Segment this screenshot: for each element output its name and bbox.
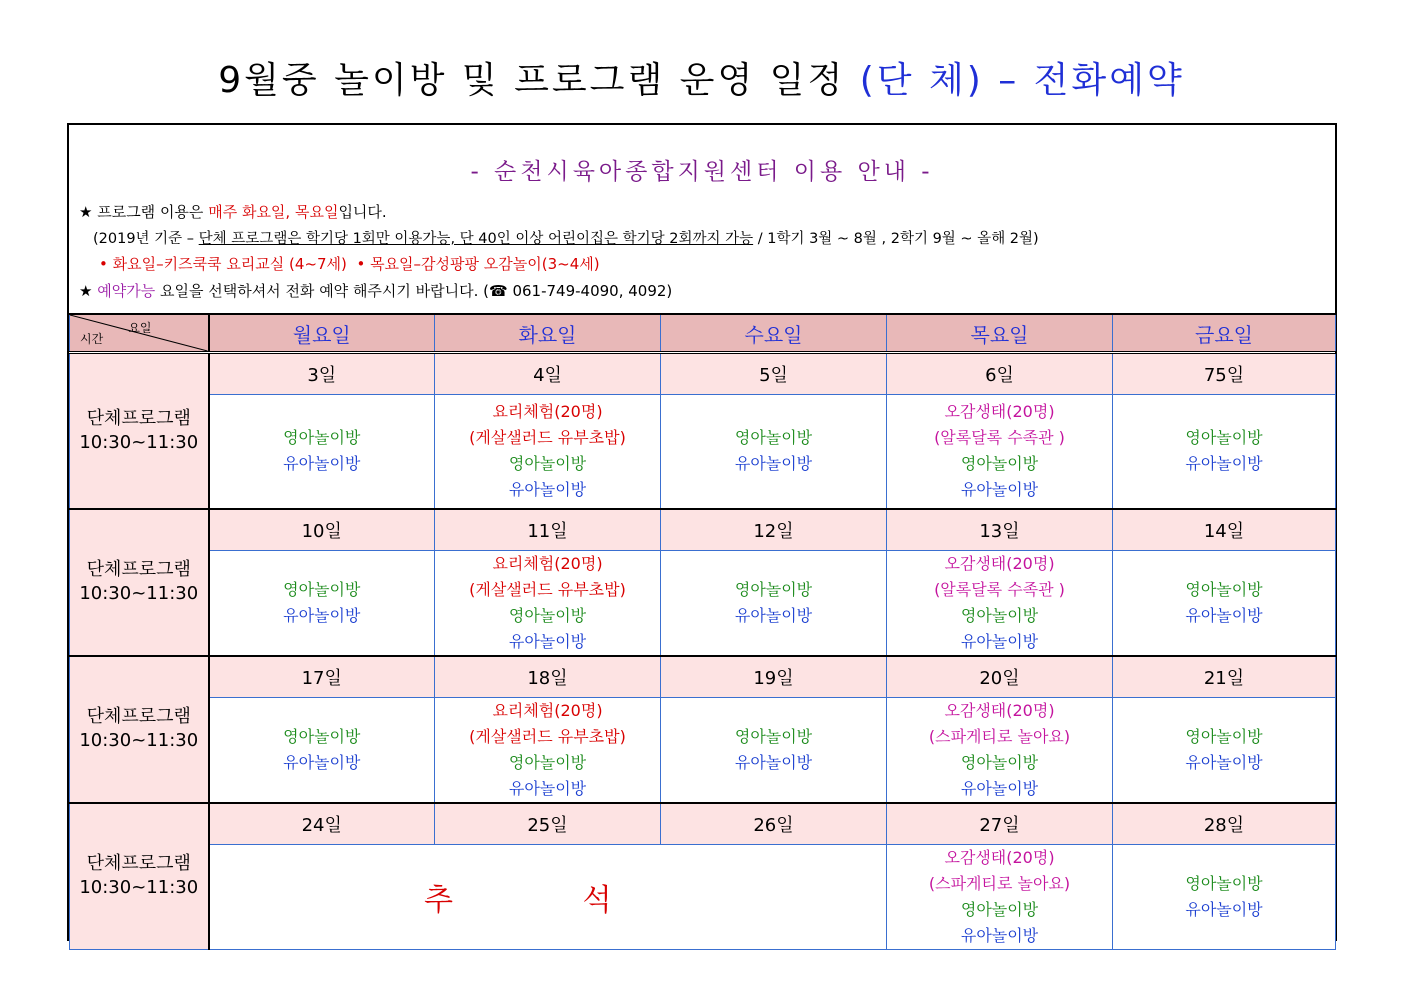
date-cell: 12일 <box>661 509 887 551</box>
holiday-cell <box>209 844 887 949</box>
program-cell[interactable] <box>209 395 435 509</box>
program-entry: (게살샐러드 유부초밥) <box>469 726 626 746</box>
program-cell[interactable] <box>1113 550 1336 656</box>
program-entry: 영아놀이방 <box>734 579 813 599</box>
info-line2-suffix: / 1학기 3월 ~ 8월 , 2학기 9월 ~ 올해 2월) <box>757 231 1039 247</box>
date-row <box>70 353 1336 395</box>
program-row <box>70 697 1336 803</box>
program-entry: 유아놀이방 <box>960 925 1039 945</box>
program-label: 단체프로그램 <box>86 559 191 580</box>
program-entry: 영아놀이방 <box>960 752 1039 772</box>
program-entry: 오감생태(20명) <box>944 847 1055 867</box>
program-cell[interactable] <box>435 550 661 656</box>
program-time: 10:30~11:30 <box>79 730 199 751</box>
date-cell: 14일 <box>1113 509 1336 551</box>
time-slot-label <box>70 656 209 803</box>
date-cell: 24일 <box>209 803 435 845</box>
program-entry: 유아놀이방 <box>734 752 813 772</box>
program-entry: 유아놀이방 <box>1185 752 1263 772</box>
program-entry: 유아놀이방 <box>1185 899 1263 919</box>
date-cell: 5일 <box>661 353 887 395</box>
program-cell[interactable] <box>887 395 1113 509</box>
program-entry: 영아놀이방 <box>734 428 813 448</box>
corner-cell <box>70 314 209 353</box>
program-entry: 영아놀이방 <box>283 428 361 448</box>
program-entry: 오감생태(20명) <box>944 553 1055 573</box>
info-line-reservation <box>79 280 672 301</box>
program-cell[interactable] <box>1113 844 1336 949</box>
program-entry: 유아놀이방 <box>283 454 361 474</box>
header-row <box>70 314 1336 353</box>
program-entry: 유아놀이방 <box>283 752 361 772</box>
program-cell[interactable] <box>1113 697 1336 803</box>
program-time: 10:30~11:30 <box>79 431 199 453</box>
program-cell[interactable] <box>661 697 887 803</box>
program-entry: 유아놀이방 <box>960 480 1039 500</box>
program-row <box>70 395 1336 509</box>
info-subtitle: - 순천시육아종합지원센터 이용 안내 - <box>470 159 934 185</box>
schedule-frame <box>67 123 1337 945</box>
info-thursday-program: • 목요일–감성팡팡 오감놀이(3~4세) <box>356 255 600 273</box>
program-entry: (알록달록 수족관 ) <box>934 428 1065 448</box>
program-label: 단체프로그램 <box>86 853 191 874</box>
program-entry: 유아놀이방 <box>734 605 813 625</box>
day-header: 수요일 <box>661 314 887 353</box>
program-entry: 영아놀이방 <box>508 605 587 625</box>
program-entry: 오감생태(20명) <box>944 700 1055 720</box>
program-entry: 영아놀이방 <box>1185 428 1263 448</box>
program-cell[interactable] <box>661 550 887 656</box>
program-entry: 요리체험(20명) <box>492 700 603 720</box>
program-entry: (스파게티로 놀아요) <box>928 726 1071 746</box>
schedule-table <box>69 313 1336 950</box>
program-label: 단체프로그램 <box>86 407 191 429</box>
date-cell: 4일 <box>435 353 661 395</box>
program-entry: (게살샐러드 유부초밥) <box>469 579 626 599</box>
date-cell: 26일 <box>661 803 887 845</box>
program-entry: (게살샐러드 유부초밥) <box>469 428 626 448</box>
program-label: 단체프로그램 <box>86 706 191 727</box>
info-line-criteria <box>93 227 1039 248</box>
info-line4-suffix: 요일을 선택하셔서 전화 예약 해주시기 바랍니다. (☎ 061-749-4090, 4092) <box>159 282 673 300</box>
date-cell: 28일 <box>1113 803 1336 845</box>
date-cell: 13일 <box>887 509 1113 551</box>
program-entry: (스파게티로 놀아요) <box>928 873 1071 893</box>
program-entry: 유아놀이방 <box>1185 454 1263 474</box>
info-line1-prefix: ★ 프로그램 이용은 <box>79 203 204 221</box>
program-cell[interactable] <box>887 844 1113 949</box>
date-row <box>70 656 1336 698</box>
info-line4-highlight: 예약가능 <box>97 282 156 300</box>
time-slot-label <box>70 803 209 950</box>
date-cell: 25일 <box>435 803 661 845</box>
program-cell[interactable] <box>435 395 661 509</box>
info-tuesday-program: • 화요일–키즈쿡쿡 요리교실 (4~7세) <box>99 255 347 273</box>
date-cell: 10일 <box>209 509 435 551</box>
date-cell: 21일 <box>1113 656 1336 698</box>
program-entry: 영아놀이방 <box>960 899 1039 919</box>
program-entry: 유아놀이방 <box>508 778 587 798</box>
info-line2-underlined: 단체 프로그램은 학기당 1회만 이용가능, 단 40인 이상 어린이집은 학기당 2회까지 가능 <box>198 231 754 247</box>
program-entry: 유아놀이방 <box>734 454 813 474</box>
program-entry: 유아놀이방 <box>1185 605 1263 625</box>
date-row <box>70 509 1336 551</box>
time-slot-label <box>70 353 209 509</box>
date-cell: 3일 <box>209 353 435 395</box>
date-cell: 6일 <box>887 353 1113 395</box>
corner-day-label: 요일 <box>128 321 152 335</box>
program-row <box>70 844 1336 949</box>
program-entry: 요리체험(20명) <box>492 402 603 422</box>
program-time: 10:30~11:30 <box>79 583 199 604</box>
title-main: 9월중 놀이방 및 프로그램 운영 일정 <box>218 60 846 101</box>
program-entry: 유아놀이방 <box>960 778 1039 798</box>
time-slot-label <box>70 509 209 656</box>
program-cell[interactable] <box>661 395 887 509</box>
date-row <box>70 803 1336 845</box>
program-entry: 영아놀이방 <box>283 726 361 746</box>
program-entry: 요리체험(20명) <box>492 553 603 573</box>
info-line-programs <box>99 253 600 274</box>
program-entry: 유아놀이방 <box>960 631 1039 651</box>
page-title <box>0 52 1403 103</box>
program-entry: 영아놀이방 <box>960 454 1039 474</box>
date-cell: 20일 <box>887 656 1113 698</box>
program-entry: 영아놀이방 <box>734 726 813 746</box>
program-cell[interactable] <box>887 550 1113 656</box>
date-cell: 11일 <box>435 509 661 551</box>
program-entry: 유아놀이방 <box>508 631 587 651</box>
program-entry: 영아놀이방 <box>508 454 587 474</box>
day-header: 목요일 <box>887 314 1113 353</box>
info-line2-prefix: (2019년 기준 – <box>93 231 195 247</box>
date-cell: 19일 <box>661 656 887 698</box>
info-line1-highlight: 매주 화요일, 목요일 <box>208 203 339 221</box>
info-line1-suffix: 입니다. <box>338 203 387 221</box>
program-entry: 영아놀이방 <box>1185 726 1263 746</box>
program-cell[interactable] <box>887 697 1113 803</box>
program-row <box>70 550 1336 656</box>
program-time: 10:30~11:30 <box>79 877 199 898</box>
day-header: 월요일 <box>209 314 435 353</box>
program-entry: 영아놀이방 <box>960 605 1039 625</box>
program-cell[interactable] <box>1113 395 1336 509</box>
program-cell[interactable] <box>435 697 661 803</box>
program-entry: 유아놀이방 <box>283 605 361 625</box>
program-entry: 영아놀이방 <box>1185 873 1263 893</box>
star-icon: ★ <box>79 282 93 300</box>
day-header: 화요일 <box>435 314 661 353</box>
date-cell: 18일 <box>435 656 661 698</box>
date-cell: 17일 <box>209 656 435 698</box>
program-cell[interactable] <box>209 697 435 803</box>
date-cell: 75일 <box>1113 353 1336 395</box>
holiday-label: 추 석 <box>424 882 672 918</box>
program-entry: 영아놀이방 <box>283 579 361 599</box>
day-header: 금요일 <box>1113 314 1336 353</box>
date-cell: 27일 <box>887 803 1113 845</box>
program-entry: 유아놀이방 <box>508 480 587 500</box>
program-entry: 오감생태(20명) <box>944 402 1055 422</box>
program-entry: (알록달록 수족관 ) <box>934 579 1065 599</box>
program-cell[interactable] <box>209 550 435 656</box>
corner-time-label: 시간 <box>80 332 104 346</box>
info-panel <box>69 125 1335 315</box>
info-line-usage <box>79 201 387 222</box>
program-entry: 영아놀이방 <box>508 752 587 772</box>
program-entry: 영아놀이방 <box>1185 579 1263 599</box>
title-suffix: (단 체) – 전화예약 <box>859 60 1185 101</box>
